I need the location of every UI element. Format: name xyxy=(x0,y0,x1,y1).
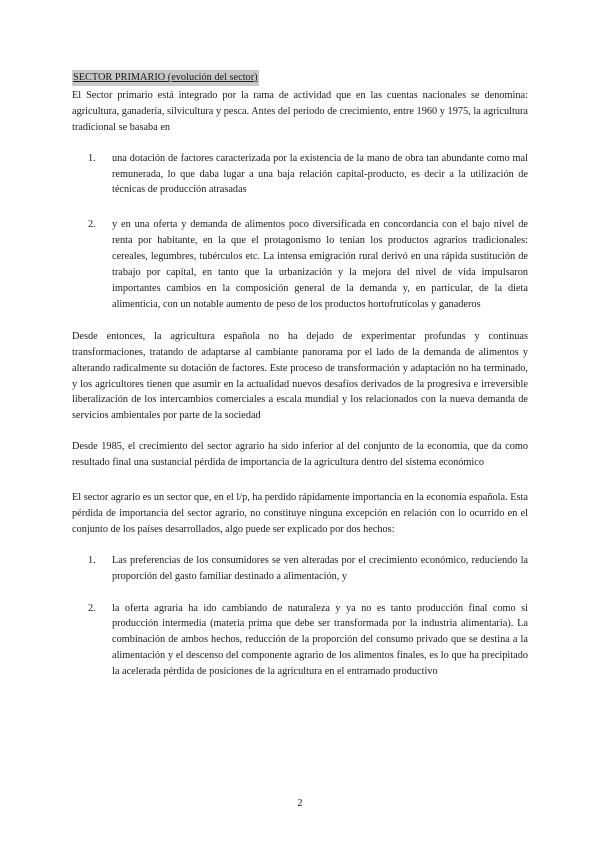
origin-factors-list xyxy=(72,151,528,313)
explanation-list xyxy=(72,553,528,680)
page-number: 2 xyxy=(297,798,303,809)
document-body xyxy=(72,70,528,696)
list-item-text: una dotación de factores caracterizada por la existencia de la mano de obra tan abundante como mal remunerada, lo que daba lugar a una baja relación capital-producto, es decir a la utilización de técnicas de producción atrasadas xyxy=(112,152,528,196)
section-heading: SECTOR PRIMARIO (evolución del sector) xyxy=(72,70,259,86)
list-number: 2. xyxy=(88,219,96,231)
list-number: 2. xyxy=(88,602,96,614)
growth-paragraph: Desde 1985, el crecimiento del sector agrario ha sido inferior al del conjunto de la economía, que da como resultado final una sustancial pérdida de importancia de la agricultura dentro del sistema económico xyxy=(72,441,528,469)
list-number: 1. xyxy=(88,554,96,566)
list-item-text: Las preferencias de los consumidores se ven alteradas por el crecimiento económico, reduciendo la proporción del gasto familiar destinado a alimentación, y xyxy=(112,554,528,582)
list-item xyxy=(72,601,528,681)
importance-paragraph: El sector agrario es un sector que, en el l/p, ha perdido rápidamente importancia en la economía española. Esta pérdida de importancia del sector agrario, no constituye ninguna excepción en relación con lo ocurrido en el conjunto de los países desarrollados, algo puede ser explicado por dos hechos: xyxy=(72,492,528,535)
list-item-text: la oferta agraria ha ido cambiando de naturaleza y ya no es tanto producción final como si producción intermedia (materia prima que debe ser transformada por la industria alimentaria). La combinación de ambos hechos, reducción de la proporción del consumo privado que se destina a la alimentación y el descenso del componente agrario de los alimentos finales, es lo que ha precipitado la acelerada pérdida de posiciones de la agricultura en el entramado productivo xyxy=(112,602,528,678)
list-item xyxy=(72,553,528,585)
transformation-paragraph: Desde entonces, la agricultura española no ha dejado de experimentar profundas y continuas transformaciones, tratando de adaptarse al cambiante panorama por el lado de la demanda de alimentos y alterando radicalmente su dotación de factores. Este proceso de transformación y adaptación no ha terminado, y los agricultores tienen que asumir en la actualidad nuevos desafíos derivados de la progresiva e irreversible liberalización de los intercambios comerciales a escala mundial y los relacionados con la nueva demanda de servicios ambientales por parte de la sociedad xyxy=(72,330,528,422)
list-item xyxy=(72,151,528,199)
list-item xyxy=(72,217,528,312)
intro-paragraph: El Sector primario está integrado por la rama de actividad que en las cuentas nacionales se denomina: agricultura, ganadería, silvicultura y pesca. Antes del periodo de crecimiento, entre 1960 y 1975, la agricultura tradicional se basaba en xyxy=(72,89,528,133)
list-number: 1. xyxy=(88,152,96,164)
list-item-text: y en una oferta y demanda de alimentos poco diversificada en concordancia con el bajo nivel de renta por habitante, en la que el protagonismo lo tenían los productos agrarios tradicionales: cereales, legumbres, tubérculos etc. La intensa emigración rural derivó en una rápida sustitución de trabajo por capital, en tanto que la urbanización y la mejora del nivel de vida impulsaron importantes cambios en la composición general de la demanda y, en particular, de la dieta alimenticia, con un notable aumento de peso de los productos hortofrutícolas y ganaderos xyxy=(112,219,528,310)
